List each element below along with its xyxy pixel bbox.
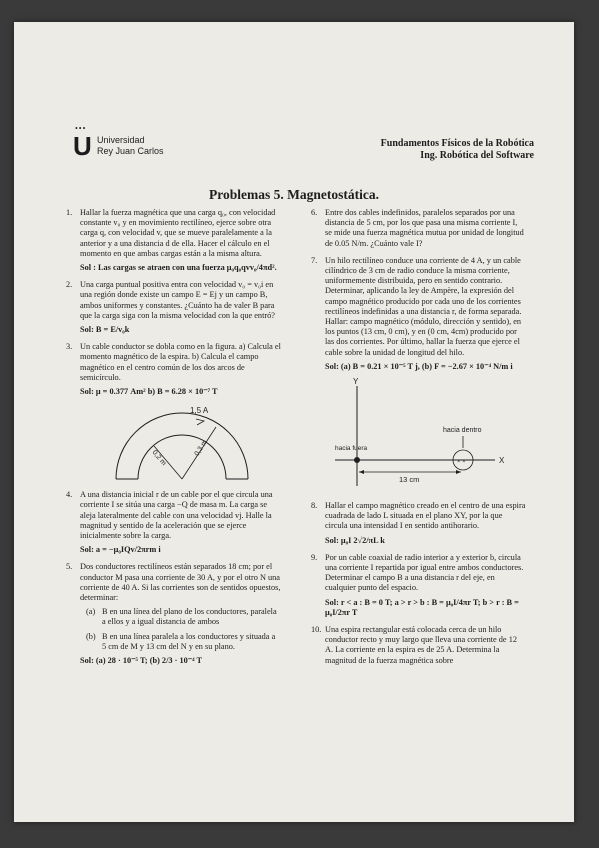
outer-arc: [116, 413, 248, 479]
problem-number: 10.: [311, 625, 322, 635]
semicircle-wire-figure: [104, 401, 264, 483]
logo-dots: •••: [75, 124, 87, 133]
problem-6: [311, 208, 526, 249]
problem-number: 3.: [66, 342, 73, 352]
subquestion-label: (a): [86, 607, 96, 617]
x-axis-label: X: [499, 456, 505, 466]
problem-number: 7.: [311, 255, 318, 265]
problem-number: 1.: [66, 208, 73, 217]
problem-text: Entre dos cables indefinidos, paralelos separados por una distancia de 5 cm, por los que pasa una misma corriente I, se mide una fuerza magnética mutua por unidad de longitud de 0.05 N/m. ¿Cuánto vale I?: [325, 208, 524, 248]
cable-in-label: hacia dentro: [443, 427, 482, 435]
subquestion-text: B en una línea paralela a los conductores y situada a 5 cm de M y 13 cm del N y en su plano.: [102, 631, 276, 651]
distance-arrow-head-left: [359, 470, 364, 474]
radius-label-2: 0,3 m: [193, 439, 209, 458]
wire-out-label: hacia fuera: [335, 445, 368, 453]
solution: Sol: μ = 0.377 Am² b) B = 6.28 × 10⁻⁷ T: [80, 387, 218, 397]
problem-5: [66, 562, 281, 666]
current-label: 1,5 A: [190, 406, 209, 416]
problem-number: 6.: [311, 208, 318, 217]
wires-axes-figure: [315, 376, 515, 494]
problem-8: [311, 501, 526, 546]
solution: Sol: r < a : B = 0 T; a > r > b : B = μ₀I/4πr T; b > r : B = μ₀I/2πr T: [325, 597, 519, 617]
problem-text: Por un cable coaxial de radio interior a y exterior b, circula una corriente I repartida por igual entre ambos conductores. Determinar el campo B a una distancia r del eje, en cualquier punto del espacio.: [325, 552, 524, 593]
wire-out-dot: [354, 457, 360, 463]
problem-text: Una espira rectangular está colocada cerca de un hilo conductor recto y muy largo que lleva una corriente de 12 A. La corriente en la espira es de 25 A. Determina la magnitud de la fuerza magnética sobre: [325, 625, 517, 665]
subquestion-a: [80, 607, 281, 627]
left-column: [66, 208, 281, 673]
y-axis-label: Y: [353, 377, 359, 387]
problem-2: [66, 280, 281, 335]
current-arrow: [196, 419, 204, 425]
logo-letter: U: [73, 131, 92, 161]
problem-text: Una carga puntual positiva entra con velocidad v₀ = v₀i en una región donde existe un campo E = Ej y un campo B, ambos uniformes y constantes. ¿Cuánto ha de valer B para que la carga siga con la misma velocidad con la que entró?: [80, 280, 275, 320]
subquestion-text: B en una línea del plano de los conductores, paralela a ellos y a igual distancia de ambos: [102, 607, 277, 627]
document-page: [14, 22, 574, 822]
university-name: [97, 135, 164, 157]
solution: Sol: a = −μ₀IQv/2πrm i: [80, 545, 161, 555]
radius-label-1: 0,2 m: [150, 449, 168, 468]
problem-number: 2.: [66, 280, 73, 290]
problem-number: 8.: [311, 501, 318, 511]
problem-text: Un cable conductor se dobla como en la figura. a) Calcula el momento magnético de la espira. b) Calcula el campo magnético en el centro común de los dos arcos de semicírculo.: [80, 342, 281, 382]
problem-text: Hallar el campo magnético creado en el centro de una espira cuadrada de lado L situada en el plano XY, por la que circula una intensidad I en sentido antihorario.: [325, 501, 526, 531]
problem-number: 5.: [66, 562, 73, 572]
solution: Sol: (a) B = 0.21 × 10⁻⁵ T j, (b) F = −2.67 × 10⁻⁴ N/m i: [325, 361, 513, 371]
right-column: [311, 208, 526, 673]
problem-9: [311, 553, 526, 618]
problem-number: 4.: [66, 490, 73, 500]
problem-text: A una distancia inicial r de un cable por el que circula una corriente I se sitúa una carga −Q de masa m. La carga se aleja lateralmente del cable con una velocidad vj. Halle la magnitud y sentido de la aceleración que se ejerce inicialmente sobre la carga.: [80, 490, 273, 541]
problem-7: [311, 256, 526, 494]
course-title: Fundamentos Físicos de la Robótica: [380, 138, 534, 149]
problem-number: 9.: [311, 552, 318, 562]
problem-4: [66, 490, 281, 555]
solution: Sol : Las cargas se atraen con una fuerza μ₀q₀qvv₀/4πd².: [80, 263, 277, 273]
university-line1: Universidad: [97, 135, 145, 145]
solution: Sol: (a) 28 · 10⁻⁵ T; (b) 2/3 · 10⁻⁴ T: [80, 656, 203, 666]
cable-in-crosses: × ×: [457, 459, 466, 466]
inner-arc: [138, 435, 226, 479]
problem-text: Un hilo rectilíneo conduce una corriente de 4 A, y un cable cilíndrico de 3 cm de radio conduce la misma corriente, uniformemente distribuida, pero en sentido contrario. Determinar, aplicando la ley de Ampère, la expresión del campo magnético producido por cada uno de los corrientes rectilíneos indefinidas a una distancia r, de forma separada. Hallar: campo magnético (módulo, dirección y sentido), en los puntos (13 cm, 0 cm), y en (0 cm, 4cm) producido por las dos corrientes. Por último, hallar la fuerza que ejerce el cable sobre la unidad de longitud del hilo.: [325, 255, 522, 357]
distance-label: 13 cm: [399, 475, 420, 485]
distance-arrow-head-right: [456, 470, 461, 474]
problem-text: Dos conductores rectilíneos están separados 18 cm; por el conductor M pasa una corriente de 30 A, y por el otro N una corriente de 40 A. Si las corrientes son de sentidos opuestos, determinar:: [80, 562, 281, 603]
problem-text: Hallar la fuerza magnética que una carga q₀, con velocidad constante v₀ y en movimiento rectilíneo, ejerce sobre otra carga q, con velocidad v, que se mueve paralelamente a la anterior y a una distancia d de ella. Hacer el cálculo en el momento en que ambas cargas están a la misma altura.: [80, 208, 276, 258]
problem-10: [311, 625, 526, 666]
subquestion-b: [80, 632, 281, 652]
university-line2: Rey Juan Carlos: [97, 146, 164, 156]
problem-3: [66, 342, 281, 483]
subquestion-label: (b): [86, 631, 96, 641]
page-title: Problemas 5. Magnetostática.: [209, 187, 379, 202]
course-degree: Ing. Robótica del Software: [420, 150, 534, 161]
solution: Sol: μ₀I 2√2/πL k: [325, 535, 385, 545]
problem-1: [66, 208, 281, 273]
solution: Sol: B = E/v₀k: [80, 325, 130, 335]
course-header: [381, 138, 534, 162]
